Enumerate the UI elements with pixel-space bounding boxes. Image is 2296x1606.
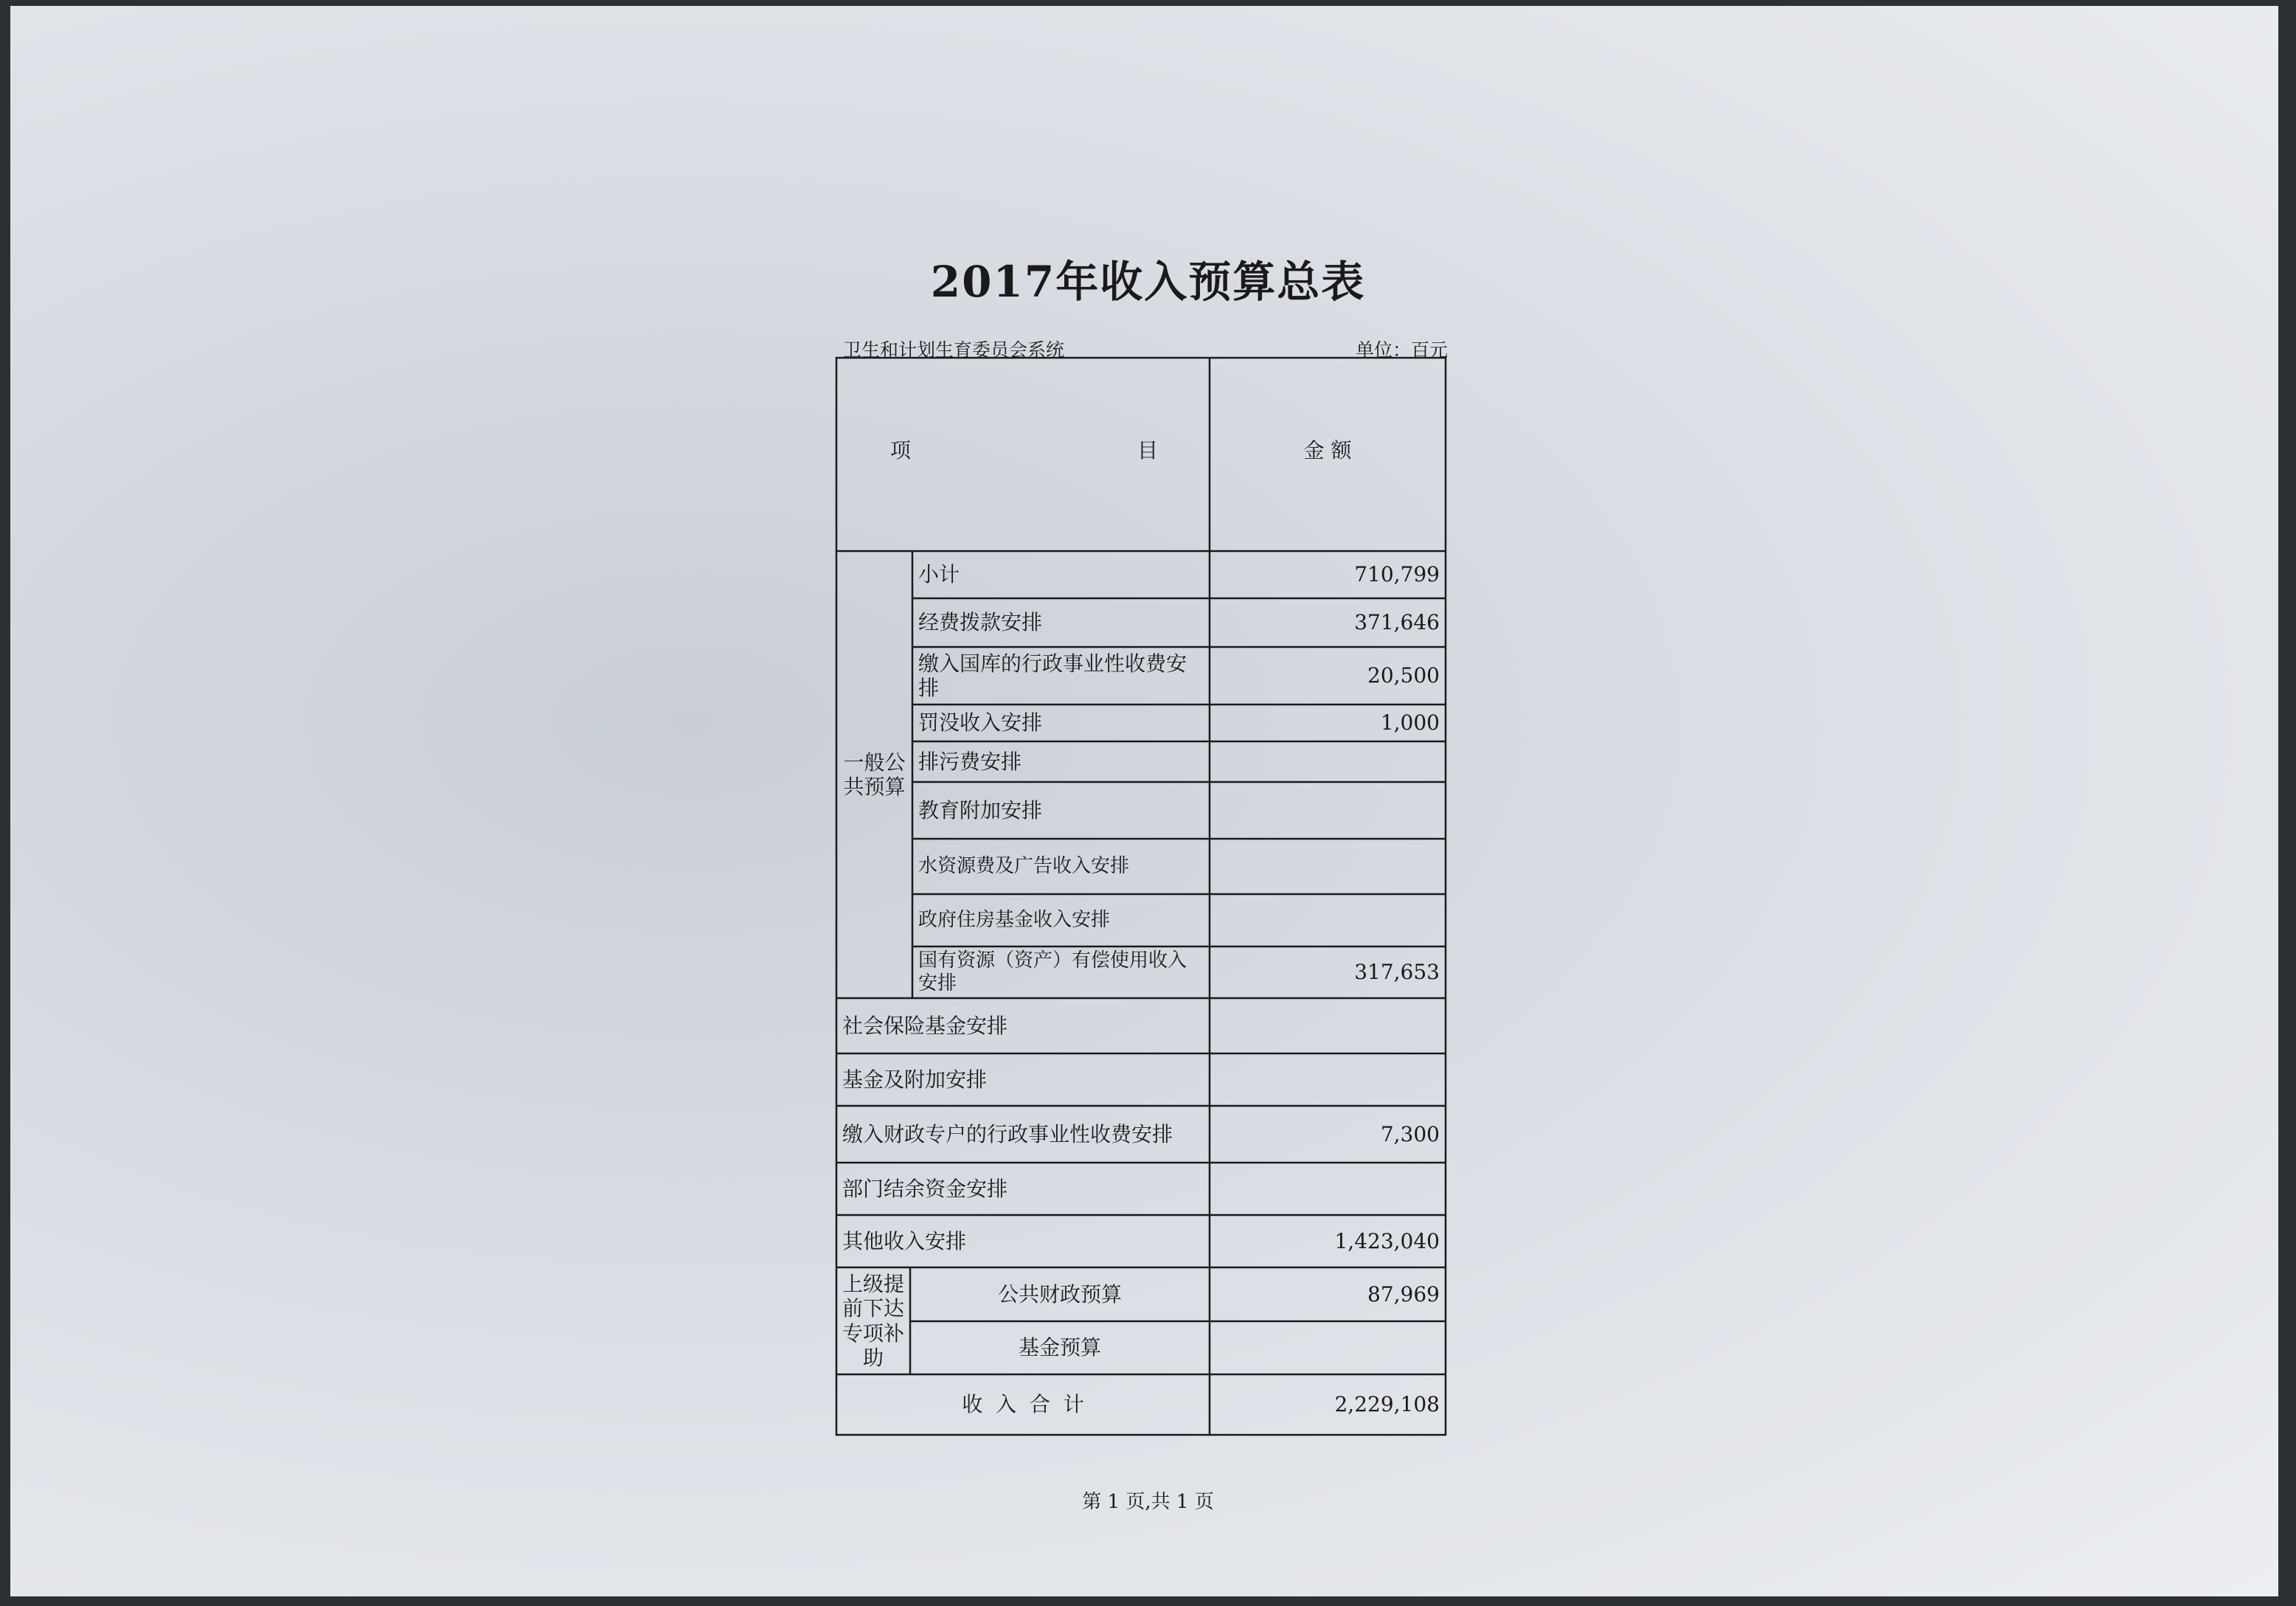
special-subsidy-label: 上级提前下达专项补助	[842, 1272, 904, 1370]
row-value-fund-budget	[1210, 1321, 1446, 1374]
row-value-education-surcharge	[1210, 782, 1446, 839]
row-label-social-insurance: 社会保险基金安排	[842, 1013, 1008, 1038]
row-value-fines: 1,000	[1380, 710, 1440, 735]
row-label-state-assets: 国有资源（资产）有偿使用收入安排	[918, 949, 1187, 994]
row-label-public-finance-budget: 公共财政预算	[997, 1281, 1122, 1306]
row-value-subtotal: 710,799	[1354, 562, 1440, 587]
row-label-fund-budget: 基金预算	[1018, 1335, 1101, 1360]
row-value-fund-surcharge	[1210, 1053, 1446, 1106]
total-value: 2,229,108	[1334, 1392, 1440, 1417]
budget-table	[831, 355, 1451, 1439]
row-label-fund-surcharge: 基金及附加安排	[842, 1067, 988, 1092]
page-footer: 第 1 页,共 1 页	[1082, 1491, 1214, 1513]
row-label-subtotal: 小计	[918, 562, 960, 587]
row-value-other-income: 1,423,040	[1334, 1228, 1440, 1253]
row-label-fines: 罚没收入安排	[918, 710, 1043, 735]
row-value-pollution-fee	[1210, 741, 1446, 782]
row-value-public-finance-budget: 87,969	[1367, 1281, 1440, 1306]
row-value-special-account-fees: 7,300	[1380, 1121, 1440, 1146]
row-label-appropriation: 经费拨款安排	[918, 610, 1043, 635]
row-label-carryover: 部门结余资金安排	[842, 1176, 1008, 1201]
row-value-carryover	[1210, 1163, 1446, 1215]
row-value-state-assets: 317,653	[1354, 960, 1440, 985]
row-value-housing-fund	[1210, 894, 1446, 946]
row-label-housing-fund: 政府住房基金收入安排	[918, 909, 1111, 932]
row-label-water-ads: 水资源费及广告收入安排	[918, 855, 1130, 878]
row-value-treasury-fees: 20,500	[1367, 663, 1440, 688]
row-label-other-income: 其他收入安排	[842, 1228, 967, 1253]
header-item-left: 项	[890, 438, 912, 463]
row-label-treasury-fees: 缴入国库的行政事业性收费安排	[918, 651, 1187, 700]
header-item-right: 目	[1137, 438, 1159, 463]
row-value-appropriation: 371,646	[1354, 610, 1440, 635]
row-value-social-insurance	[1210, 998, 1446, 1053]
header-amount: 金 额	[1303, 438, 1352, 463]
general-budget-label: 一般公共预算	[843, 750, 906, 799]
row-label-special-account-fees: 缴入财政专户的行政事业性收费安排	[842, 1121, 1173, 1146]
row-label-pollution-fee: 排污费安排	[918, 749, 1022, 774]
row-value-water-ads	[1210, 839, 1446, 894]
unit-label: 单位：百元	[1355, 339, 1448, 361]
organization-label: 卫生和计划生育委员会系统	[843, 339, 1065, 361]
page-title: 2017年收入预算总表	[930, 257, 1366, 307]
total-label: 收 入 合 计	[962, 1392, 1084, 1417]
row-label-education-surcharge: 教育附加安排	[918, 797, 1043, 823]
